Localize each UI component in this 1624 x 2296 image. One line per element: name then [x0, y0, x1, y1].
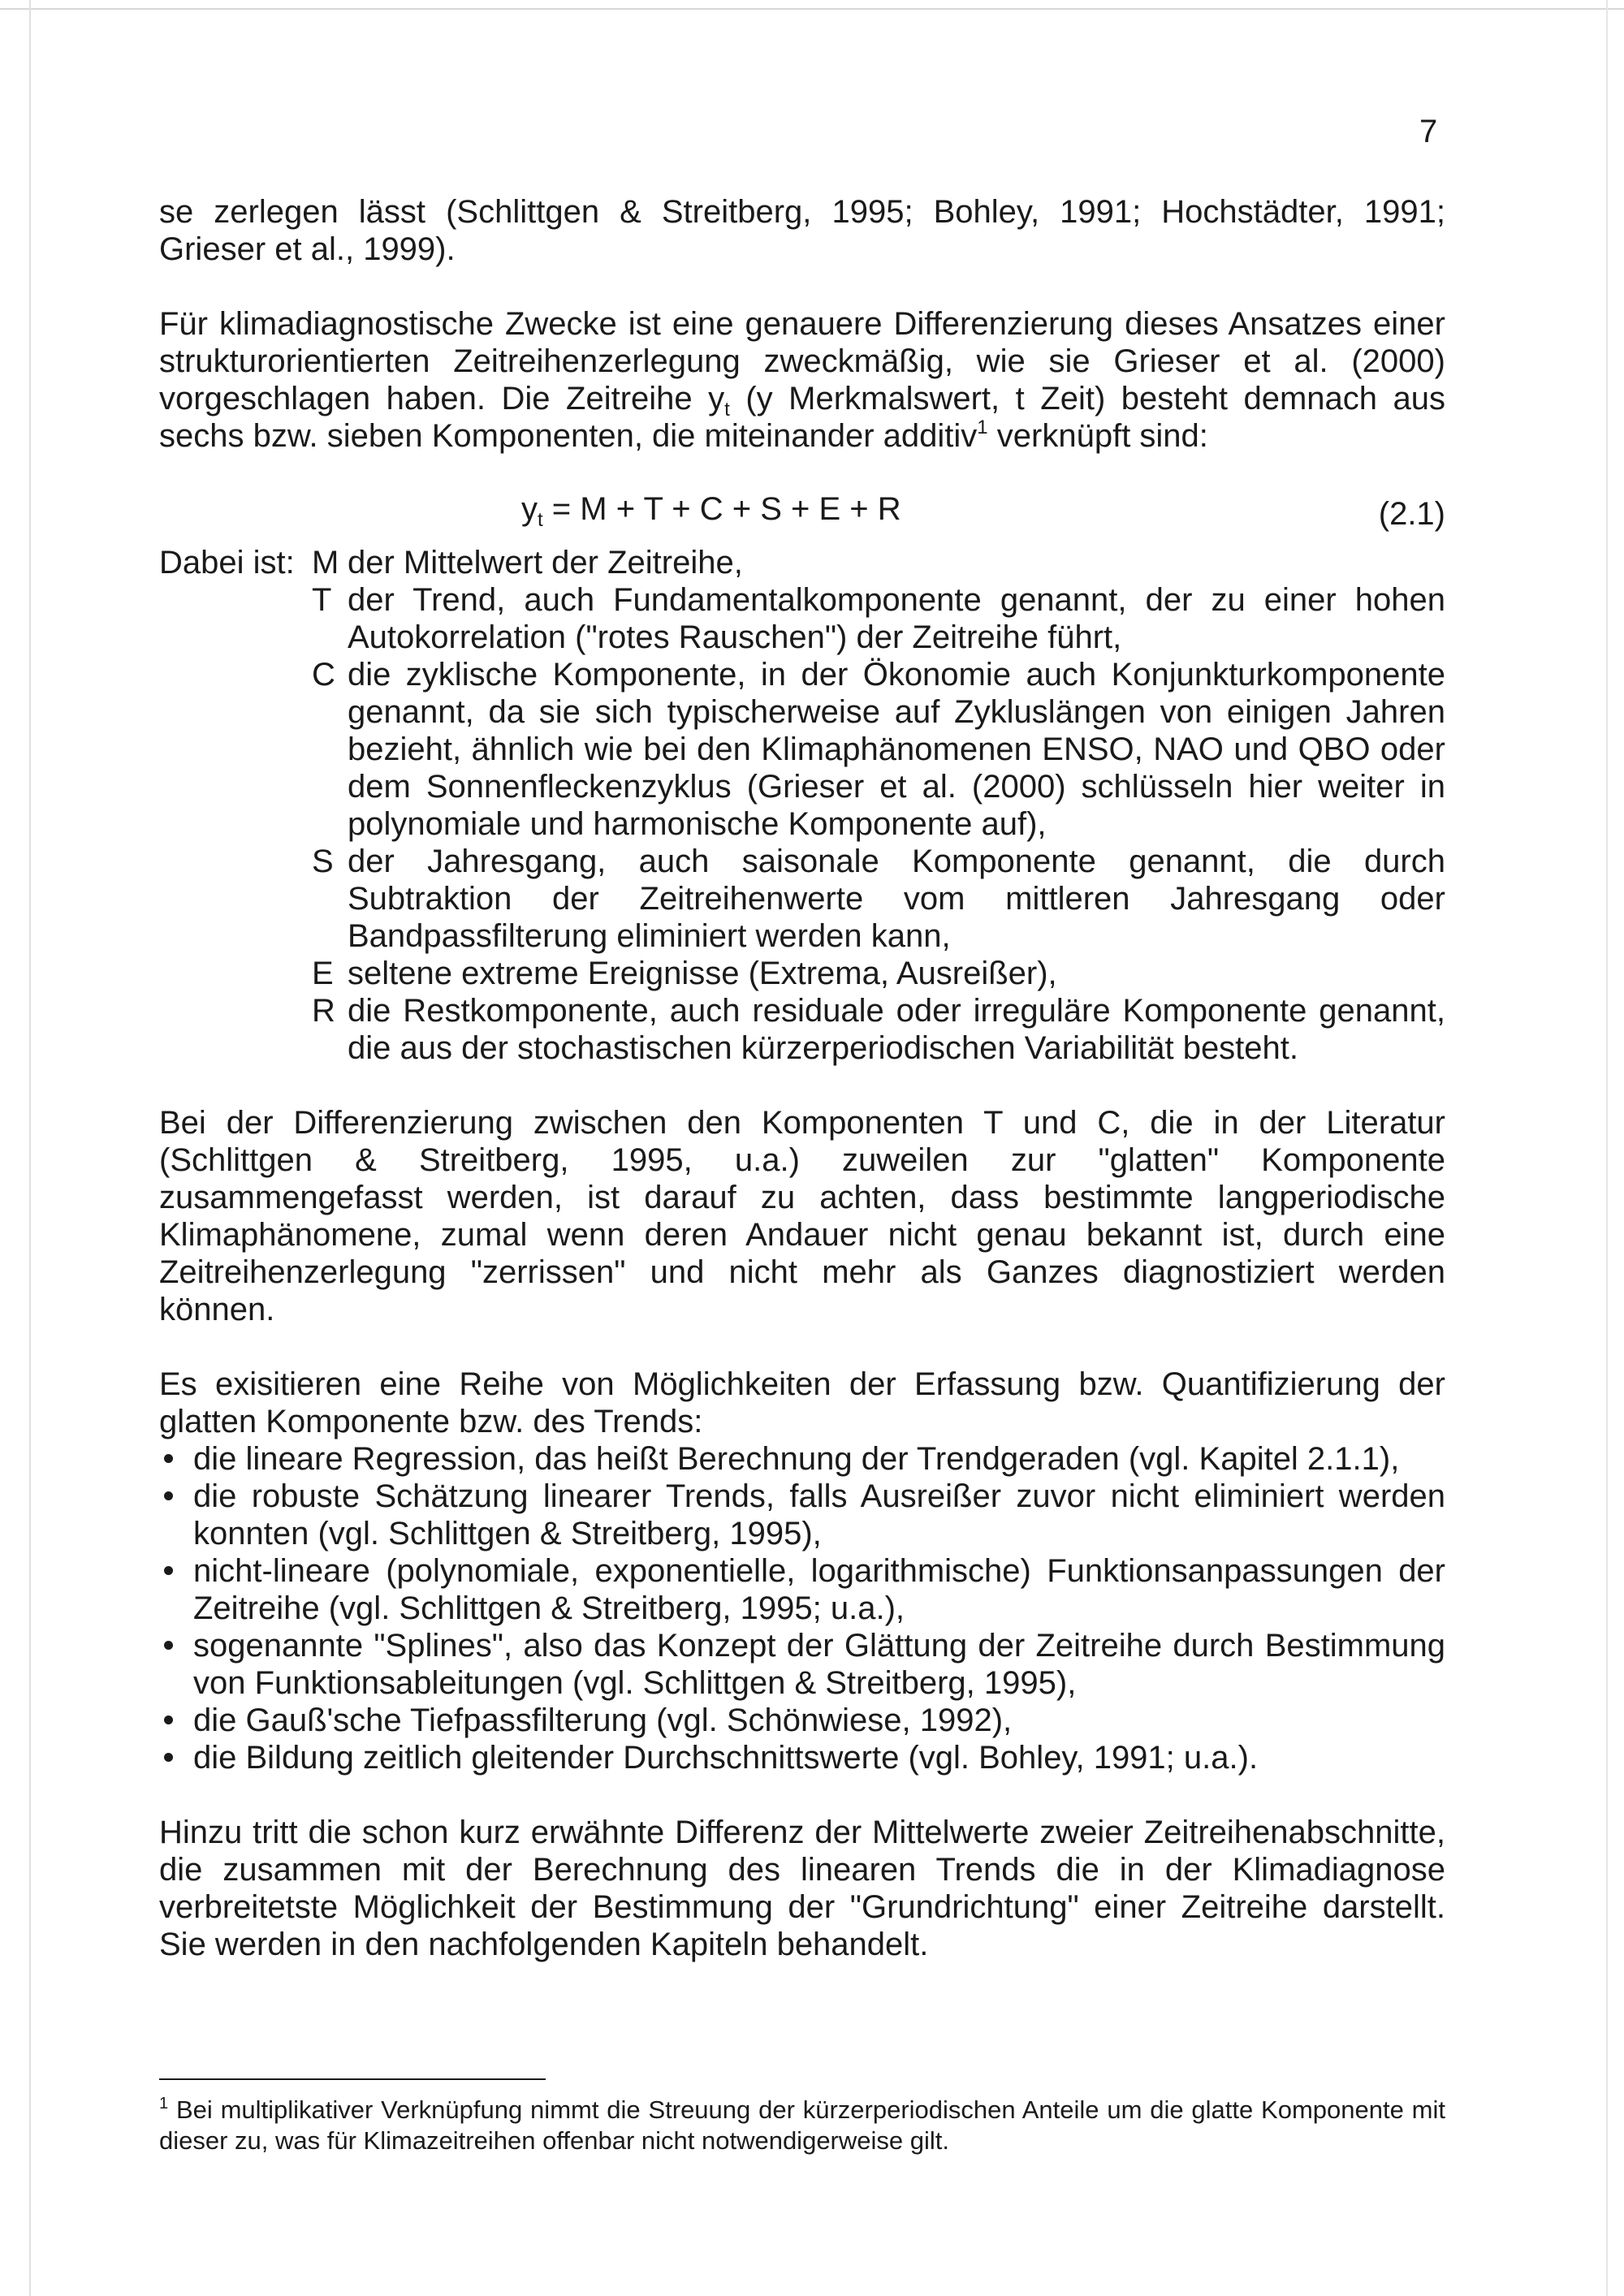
footnote-mark: 1	[159, 2095, 169, 2113]
list-item: die robuste Schätzung linearer Trends, falls Ausreißer zuvor nicht eliminiert werden konnten (vgl. Schlittgen & Streitberg, 1995),	[159, 1478, 1445, 1552]
equation-lhs: y	[521, 491, 538, 527]
paragraph-2-part-a: Für klimadiagnostische Zwecke ist eine genauere Differenzierung dieses Ansatzes einer strukturorientierten Zeitreihenzerlegung zweckmäßig, wie sie Grieser et al. (2000) vorgeschlagen haben. Die Zeitreihe y	[159, 306, 1445, 416]
paragraph-2-part-b: (y Merkmalswert, t Zeit) besteht demnach aus sechs bzw. sieben Komponenten, die miteinander additiv	[159, 381, 1446, 454]
bullet-list	[159, 1440, 1445, 1776]
definition-text: die Restkomponente, auch residuale oder irreguläre Komponente genannt, die aus der stochastischen kürzerperiodischen Variabilität besteht.	[348, 993, 1445, 1066]
definition-symbol: E	[312, 956, 334, 991]
paragraph-3: Bei der Differenzierung zwischen den Komponenten T und C, die in der Literatur (Schlittgen & Streitberg, 1995, u.a.) zuweilen zur "glatten" Komponente zusammengefasst werden, ist darauf zu achten, dass bestimmte langperiodische Klimaphänomene, zumal wenn deren Andauer nicht genau bekannt ist, durch eine Zeitreihenzerlegung "zerrissen" und nicht mehr als Ganzes diagnostiziert werden können.	[159, 1105, 1445, 1327]
definition-symbol: R	[312, 993, 335, 1029]
paragraph-2	[159, 305, 1445, 455]
definition-symbol: M	[312, 545, 339, 580]
paragraph-2-part-c: verknüpft sind:	[987, 418, 1208, 454]
definition-symbol: T	[312, 582, 332, 618]
definition-text: der Jahresgang, auch saisonale Komponente genannt, die durch Subtraktion der Zeitreihenwerte vom mittleren Jahresgang oder Bandpassfilterung eliminiert werden kann,	[348, 844, 1445, 954]
definition-lead: Dabei ist:	[159, 545, 295, 580]
body-text	[159, 193, 1445, 1963]
paragraph-5: Hinzu tritt die schon kurz erwähnte Differenz der Mittelwerte zweier Zeitreihenabschnitte, die zusammen mit der Berechnung des linearen Trends die in der Klimadiagnose verbreitetste Möglichkeit der Bestimmung der "Grundrichtung" einer Zeitreihe darstellt. Sie werden in den nachfolgenden Kapiteln behandelt.	[159, 1815, 1445, 1962]
footnote-reference[interactable]: 1	[977, 416, 988, 438]
list-item: die Bildung zeitlich gleitender Durchschnittswerte (vgl. Bohley, 1991; u.a.).	[159, 1739, 1445, 1776]
paragraph-1: se zerlegen lässt (Schlittgen & Streitberg, 1995; Bohley, 1991; Hochstädter, 1991; Grieser et al., 1999).	[159, 194, 1445, 267]
equation-rhs: = M + T + C + S + E + R	[542, 491, 901, 527]
list-item: nicht-lineare (polynomiale, exponentielle, logarithmische) Funktionsanpassungen der Zeitreihe (vgl. Schlittgen & Streitberg, 1995; u.a.),	[159, 1552, 1445, 1627]
subscript-t: t	[724, 399, 730, 421]
definition-text: der Mittelwert der Zeitreihe,	[348, 545, 743, 580]
definition-list	[159, 544, 1445, 1067]
page-number: 7	[1419, 114, 1438, 149]
definition-text: seltene extreme Ereignisse (Extrema, Ausreißer),	[348, 956, 1057, 991]
equation-lhs-subscript: t	[538, 509, 543, 531]
definition-symbol: S	[312, 844, 334, 879]
equation-formula	[521, 490, 901, 531]
footnote-divider	[159, 2078, 546, 2080]
equation-2-1	[159, 490, 1445, 532]
scan-edge-right	[1606, 0, 1608, 2296]
scan-edge-top	[0, 8, 1624, 10]
definition-text: der Trend, auch Fundamentalkomponente genannt, der zu einer hohen Autokorrelation ("rotes Rauschen") der Zeitreihe führt,	[348, 582, 1445, 655]
scan-edge-left	[29, 0, 31, 2296]
list-item: die lineare Regression, das heißt Berechnung der Trendgeraden (vgl. Kapitel 2.1.1),	[159, 1440, 1445, 1478]
definition-symbol: C	[312, 657, 335, 693]
definition-text: die zyklische Komponente, in der Ökonomie auch Konjunkturkomponente genannt, da sie sich typischerweise auf Zykluslängen von einigen Jahren bezieht, ähnlich wie bei den Klimaphänomenen ENSO, NAO und QBO oder dem Sonnenfleckenzyklus (Grieser et al. (2000) schlüsseln hier weiter in polynomiale und harmonische Komponente auf),	[348, 657, 1445, 842]
footnote	[159, 2095, 1445, 2156]
list-item: die Gauß'sche Tiefpassfilterung (vgl. Schönwiese, 1992),	[159, 1702, 1445, 1739]
paragraph-4: Es exisitieren eine Reihe von Möglichkeiten der Erfassung bzw. Quantifizierung der glatten Komponente bzw. des Trends:	[159, 1366, 1445, 1439]
equation-number: (2.1)	[1378, 496, 1445, 532]
list-item: sogenannte "Splines", also das Konzept der Glättung der Zeitreihe durch Bestimmung von Funktionsableitungen (vgl. Schlittgen & Streitberg, 1995),	[159, 1627, 1445, 1702]
footnote-text: Bei multiplikativer Verknüpfung nimmt die Streuung der kürzerperiodischen Anteile um die glatte Komponente mit dieser zu, was für Klimazeitreihen offenbar nicht notwendigerweise gilt.	[159, 2095, 1445, 2155]
